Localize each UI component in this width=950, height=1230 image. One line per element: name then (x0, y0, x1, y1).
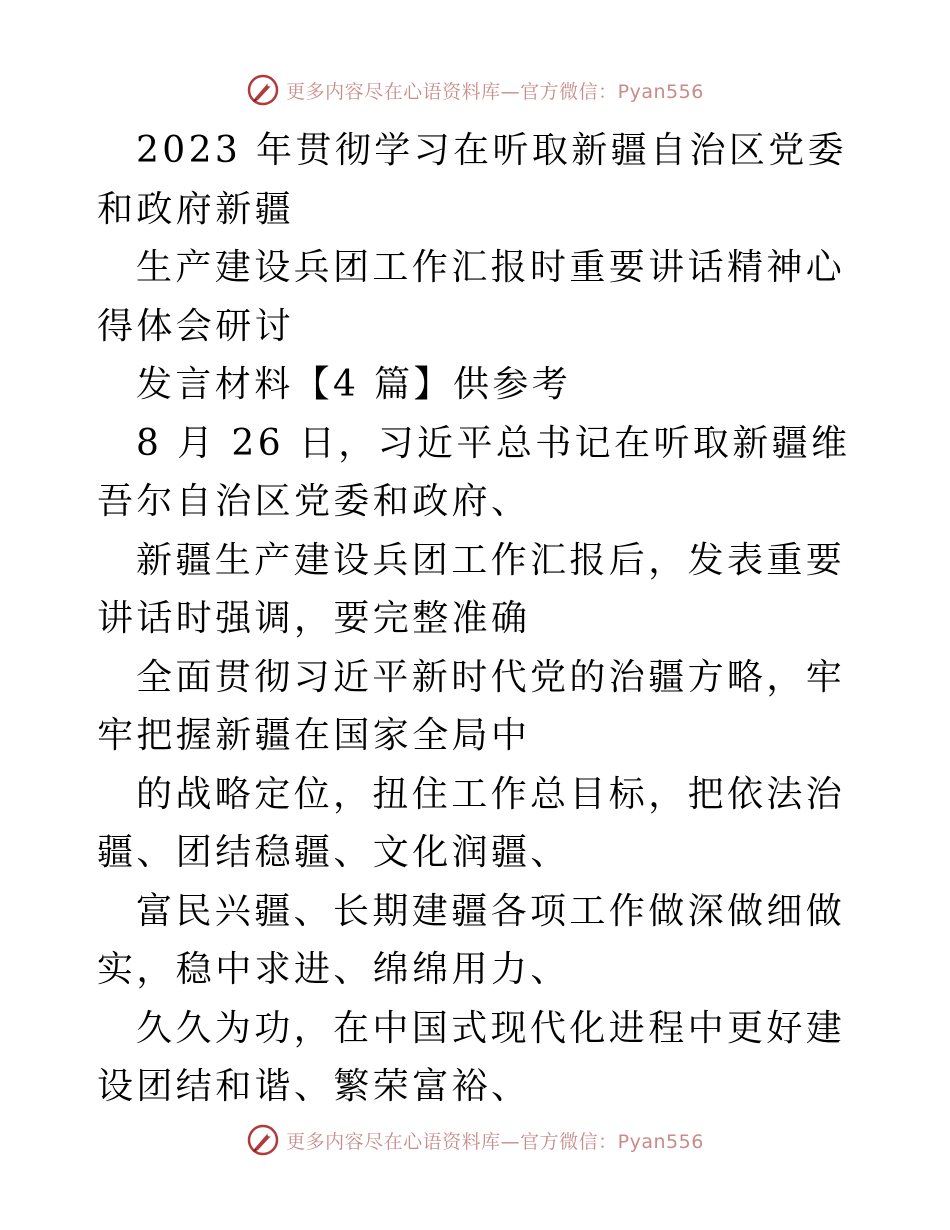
paragraph-4: 8 月 26 日，习近平总书记在听取新疆维吾尔自治区党委和政府、 (97, 422, 851, 522)
header-watermark (0, 70, 950, 110)
paragraph-6: 全面贯彻习近平新时代党的治疆方略，牢牢把握新疆在国家全局中 (97, 656, 846, 756)
watermark-text: 更多内容尽在心语资料库—官方微信：Pyan556 (286, 80, 704, 103)
paragraph-1: 2023 年贯彻学习在听取新疆自治区党委和政府新疆 (97, 130, 848, 230)
paragraph-7: 的战略定位，扭住工作总目标，把依法治疆、团结稳疆、文化润疆、 (97, 773, 846, 873)
paragraph-9: 久久为功，在中国式现代化进程中更好建设团结和谐、繁荣富裕、 (97, 1007, 846, 1107)
paragraph-8: 富民兴疆、长期建疆各项工作做深做细做实，稳中求进、绵绵用力、 (97, 890, 846, 990)
watermark-text: 更多内容尽在心语资料库—官方微信：Pyan556 (286, 1130, 704, 1153)
pen-logo-icon (246, 1123, 280, 1157)
paragraph-5: 新疆生产建设兵团工作汇报后，发表重要讲话时强调，要完整准确 (97, 539, 846, 639)
footer-watermark (0, 1120, 950, 1160)
paragraph-3: 发言材料【4 篇】供参考 (136, 364, 572, 405)
document-body (97, 122, 857, 1117)
paragraph-2: 生产建设兵团工作汇报时重要讲话精神心得体会研讨 (97, 247, 846, 347)
pen-logo-icon (246, 73, 280, 107)
